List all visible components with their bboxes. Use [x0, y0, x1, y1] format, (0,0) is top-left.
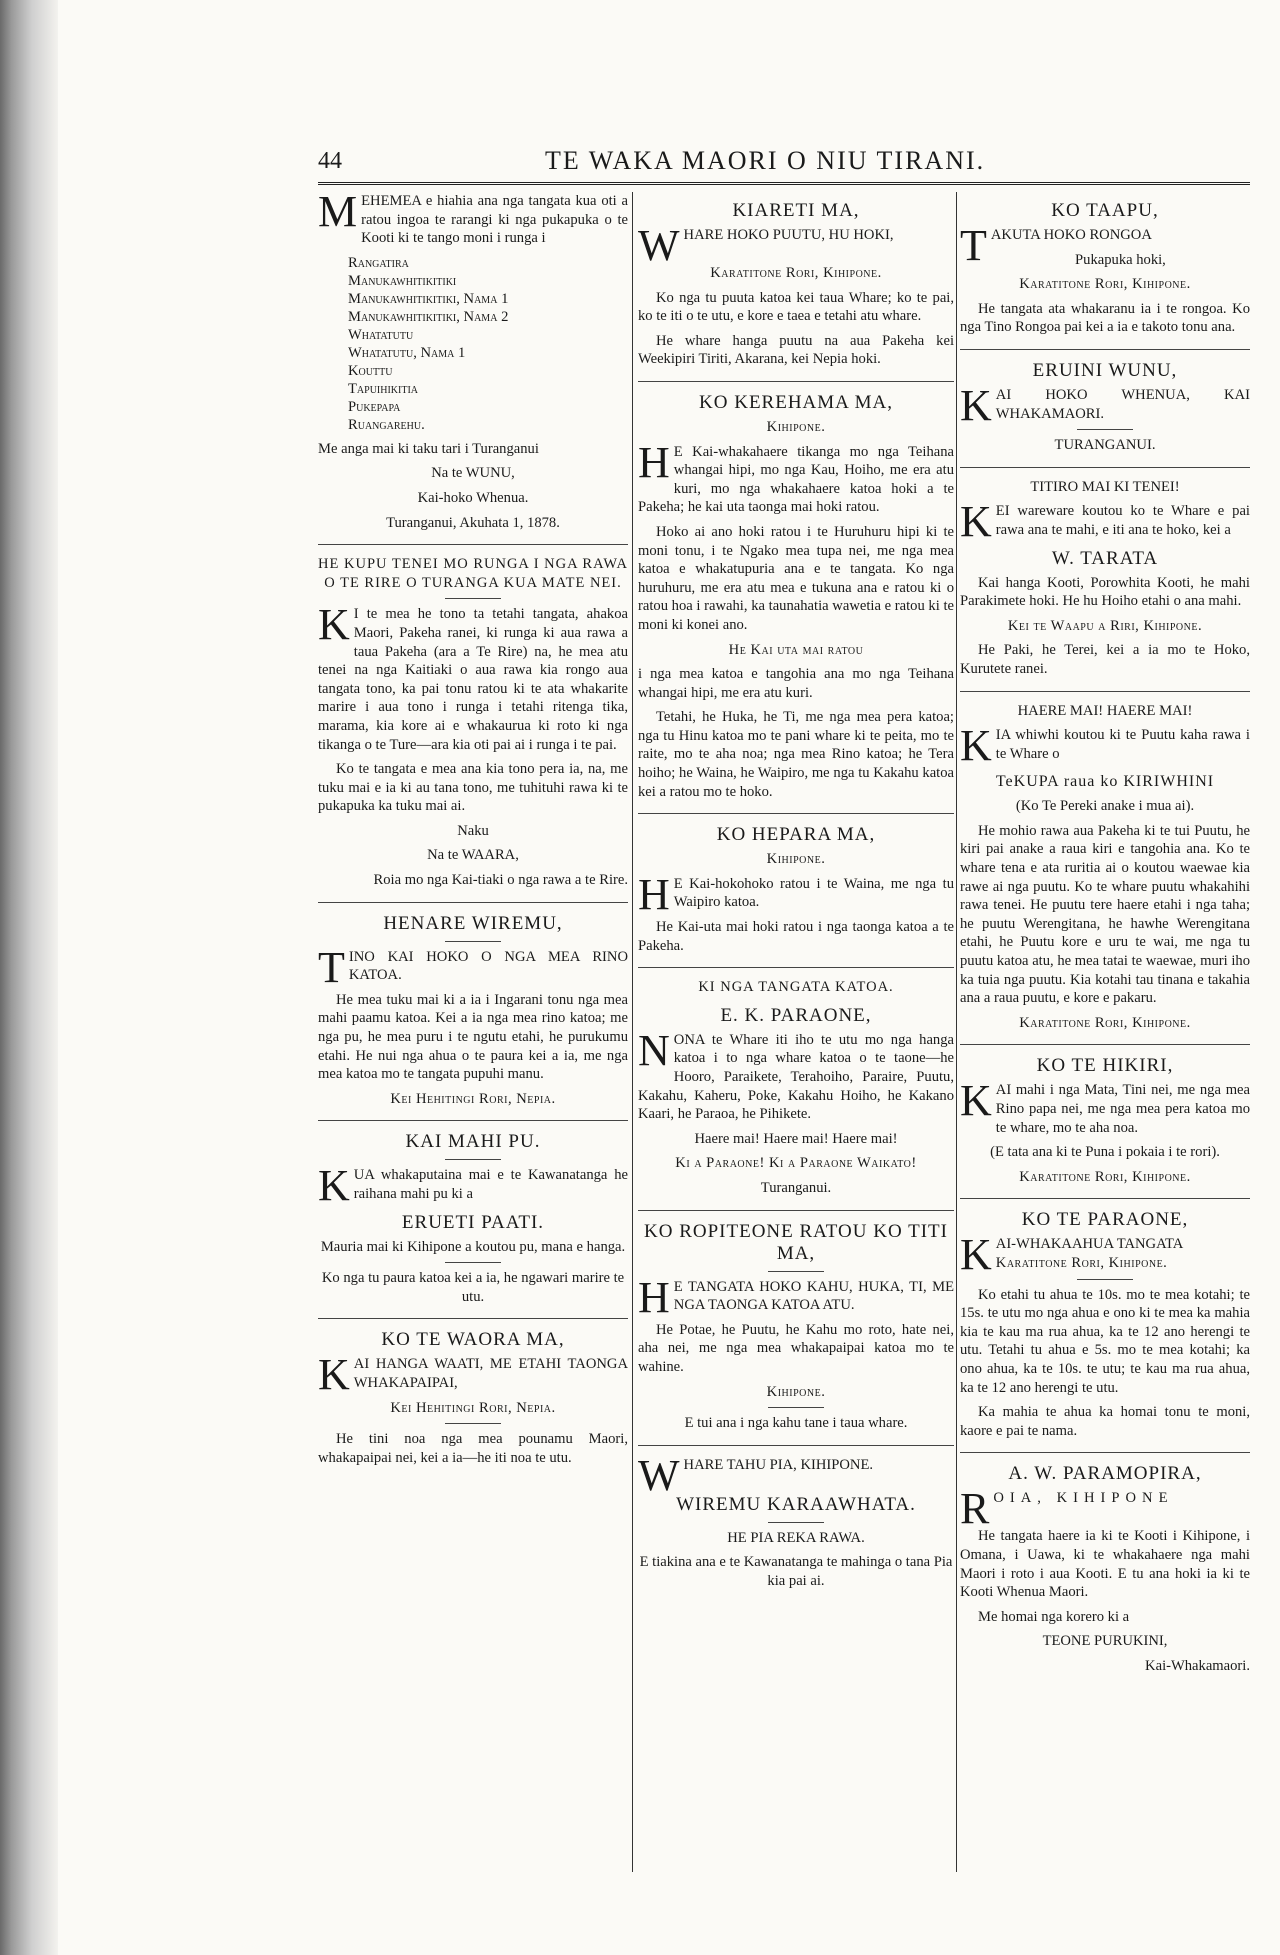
paragraph: (E tata ana ki te Puna i pokaia i te rori).	[990, 1144, 1220, 1161]
address: Kei Hehitingi Rori, Nepia.	[390, 1399, 556, 1416]
ad-paraone	[638, 978, 954, 1197]
paragraph: IA whiwhi koutou ki te Puutu kaha rawa i te Whare o	[995, 727, 1250, 762]
paragraph: Ko etahi tu ahua te 10s. mo te mea kotahi; te 15s. te utu mo nga ahua e ono ki te mea ka mahia kia te kau ma rua ahua, ka te 12 ano herengi te utu. Tetahi tu ahua e 5s. mo te mea kotahi; ka ono ahua, ka te 10s. te utu; te kau ma rua ahua, ka te 12 ano herengi te utu.	[960, 1286, 1250, 1396]
address: Karatitone Rori, Kihipone.	[1019, 1168, 1191, 1185]
advertiser-name: KO TE HIKIRI,	[1036, 1055, 1174, 1077]
paragraph: Ko nga tu paura katoa kei a ia, he ngawari marire te utu.	[321, 1270, 625, 1305]
list-item: Kouttu	[348, 362, 393, 379]
signature-title: Kai-Whakamaori.	[1145, 1657, 1250, 1674]
subtitle: AI-WHAKAAHUA TANGATA	[995, 1236, 1184, 1253]
signature: TEONE PURUKINI,	[1042, 1633, 1168, 1650]
section-title: KAI MAHI PU.	[405, 1131, 541, 1153]
ad-taapu	[960, 200, 1250, 337]
ad-mehemea	[318, 187, 628, 532]
advertiser-name: WIREMU KARAAWHATA.	[676, 1493, 916, 1515]
list-item: Ruangarehu.	[348, 416, 425, 433]
place: Turanganui.	[760, 1179, 832, 1196]
advertiser-name: KIARETI MA,	[732, 200, 860, 221]
address: Karatitone Rori, Kihipone.	[995, 1254, 1168, 1271]
advertiser-name: KO KEREHAMA MA,	[699, 391, 893, 413]
dropcap: K	[960, 721, 992, 771]
divider	[445, 1262, 501, 1263]
address: Karatitone Rori, Kihipone.	[1019, 276, 1191, 293]
divider	[960, 691, 1250, 692]
section-title: KI NGA TANGATA KATOA.	[698, 979, 894, 996]
column-3	[960, 192, 1250, 1681]
paragraph: E tiakina ana e te Kawanatanga te mahinga o tana Pia kia pai ai.	[639, 1554, 953, 1589]
divider	[638, 967, 954, 968]
paragraph: He mohio rawa aua Pakeha ki te tui Puutu, he kiri pai anake a raua kiri e tangohia ana. Ko te whare tena e ata ruritia ai o koutou waewae kia rawe ai nga puutu. Ko te whare puutu whakahihi rawa tenei. He puutu tere haere etahi i nga taha; he puutu Werengitana, he hawhe Werengitana etahi, he Puutu kore e uru te wai, me nga tu puutu katoa atu, he mea tatai te waewae, muri iho ka tuia nga puutu. Kia kotahi tau tinana e takahia ana a raua puutu, e kore e pakaru.	[960, 822, 1250, 1007]
signature: Na te WUNU,	[431, 465, 515, 482]
paragraph: UA whakaputaina mai e te Kawanatanga he raihana mahi pu ki a	[353, 1167, 628, 1202]
notice-text: EHEMEA e hiahia ana nga tangata kua oti a ratou ingoa te rarangi ki nga pukapuka o te Kooti ki te tango moni i runga i	[361, 193, 628, 247]
divider	[768, 1522, 824, 1523]
dropcap: K	[318, 600, 350, 650]
paragraph: He tangata ata whakaranu ia i te rongoa. Ko nga Tino Rongoa pai kei a ia e takoto tonu ana.	[960, 300, 1250, 336]
ad-waora	[318, 1329, 628, 1467]
dropcap: R	[960, 1484, 990, 1534]
ad-tahupia	[638, 1450, 954, 1591]
section-title: HAERE MAI! HAERE MAI!	[1017, 702, 1193, 719]
divider	[318, 1318, 628, 1319]
paragraph: E Kai-hokohoko ratou i te Waina, me nga tu Waipiro katoa.	[673, 875, 954, 911]
advertiser-name: A. W. PARAMOPIRA,	[1008, 1463, 1202, 1485]
paragraph: E Kai-whakahaere tikanga mo nga Teihana whangai hipi, mo nga Kau, Hoiho, me era atu kuri, mo nga whakahaere katoa hoki a te Pakeha; he kai uta taonga mai hoki ratou.	[638, 443, 954, 516]
ad-hikiri	[960, 1055, 1250, 1186]
dateline: Turanganui, Akuhata 1, 1878.	[386, 514, 560, 531]
slogan: Ki a Paraone! Ki a Paraone Waikato!	[675, 1155, 917, 1172]
advertiser-name: KO TE WAORA MA,	[381, 1329, 565, 1351]
column-rule-1	[632, 192, 633, 1872]
place: Kihipone.	[766, 851, 826, 868]
divider	[768, 1271, 824, 1272]
advertiser-name: HENARE WIREMU,	[383, 912, 563, 934]
ad-kupu	[318, 555, 628, 890]
divider	[638, 813, 954, 814]
signature: Naku	[457, 822, 489, 839]
place: TURANGANUI.	[1054, 437, 1156, 454]
paragraph: Ko nga tu puuta katoa kei taua Whare; ko te pai, ko te iti o te utu, e kore e taea e tetahi atu whare.	[638, 289, 954, 325]
page-margin-shadow	[0, 0, 58, 1955]
place: Kihipone.	[766, 418, 826, 435]
paragraph: Mauria mai ki Kihipone a koutou pu, mana e hanga.	[320, 1238, 626, 1255]
subtitle: INO KAI HOKO O NGA MEA RINO KATOA.	[348, 948, 628, 984]
ad-henare	[318, 913, 628, 1109]
list-item: Manukawhitikitiki, Nama 1	[348, 290, 509, 307]
subtitle: Pukapuka hoki,	[1075, 251, 1166, 268]
address: Kei te Waapu a Riri, Kihipone.	[1007, 617, 1203, 634]
subtitle: E TANGATA HOKO KAHU, HUKA, TI, ME NGA TAONGA KATOA ATU.	[673, 1278, 954, 1314]
page-number: 44	[318, 148, 342, 174]
list-item: Whatatutu, Nama 1	[348, 344, 466, 361]
subtitle: OIA, KIHIPONE	[993, 1490, 1174, 1507]
list-item: Pukepapa	[348, 398, 401, 415]
divider	[1077, 1279, 1133, 1280]
paragraph: He Kai-uta mai hoki ratou i nga taonga katoa a te Pakeha.	[638, 919, 954, 954]
ad-ropiteone	[638, 1221, 954, 1433]
list-item: Tapuihikitia	[348, 380, 419, 397]
paragraph: I te mea he tono ta tetahi tangata, ahakoa Maori, Pakeha ranei, ki runga ki aua rawa a taua Pakeha (ara a Te Rire) na, he mea atu tenei na nga Kaitiaki o aua rawa kia rongo aua tangata tono, ka pai tonu ratou ki te ata whakarite marire i aua tono i runga i tetahi ritenga tika, marama, kia kore ai e whakaurua ki roto ki nga tikanga o te Ture—ara kia oti pai ai i runga i te pai.	[318, 606, 628, 753]
paragraph: (Ko Te Pereki anake i mua ai).	[1015, 798, 1195, 815]
ad-hepara	[638, 824, 954, 955]
paragraph: E tui ana i nga kahu tane i taua whare.	[684, 1415, 908, 1432]
dropcap: K	[318, 1161, 350, 1211]
subtitle: AI HANGA WAATI, ME ETAHI TAONGA WHAKAPAIPAI,	[353, 1356, 628, 1391]
dropcap: H	[638, 437, 670, 487]
paragraph: AI mahi i nga Mata, Tini nei, me nga mea Rino papa nei, me nga mea pera katoa mo te whare, mo te aha noa.	[995, 1082, 1250, 1136]
paragraph: Haere mai! Haere mai! Haere mai!	[694, 1130, 898, 1147]
advertiser-name: W. TARATA	[1051, 547, 1159, 569]
advertiser-name: KO TAAPU,	[1051, 200, 1159, 221]
divider	[768, 1407, 824, 1408]
ad-paramopira	[960, 1463, 1250, 1675]
subtitle: AI HOKO WHENUA, KAI WHAKAMAORI.	[995, 386, 1250, 422]
advertiser-name: KO HEPARA MA,	[716, 824, 876, 846]
signature-title: Roia mo nga Kai-tiaki o nga rawa a te Rire.	[373, 872, 628, 889]
dropcap: N	[638, 1025, 670, 1075]
dropcap: K	[960, 497, 992, 547]
ad-kiareti	[638, 200, 954, 369]
paragraph: Kai hanga Kooti, Porowhita Kooti, he mahi Parakimete hoki. He hu Hoiho etahi o ana mahi.	[960, 574, 1250, 610]
column-1	[318, 187, 628, 1473]
divider	[445, 1159, 501, 1160]
paragraph: Me homai nga korero ki a	[978, 1608, 1130, 1625]
subtitle: HARE TAHU PIA, KIHIPONE.	[683, 1456, 874, 1473]
paragraph: He Paki, he Terei, kei a ia mo te Hoko, Kurutete ranei.	[960, 642, 1250, 677]
subheading: He Kai uta mai ratou	[728, 641, 864, 658]
advertiser-name: ERUINI WUNU,	[1032, 359, 1178, 381]
column-2	[638, 192, 954, 1597]
divider	[1077, 429, 1133, 430]
divider	[960, 1452, 1250, 1453]
paragraph: He whare hanga puutu na aua Pakeha kei Weekipiri Tiriti, Akarana, kei Nepia hoki.	[638, 332, 954, 368]
dropcap: T	[318, 942, 345, 992]
signature-title: Kai-hoko Whenua.	[417, 489, 529, 506]
header-rule	[318, 182, 1250, 185]
dropcap: H	[638, 869, 670, 919]
divider	[960, 349, 1250, 350]
paragraph: He Potae, he Puutu, he Kahu mo roto, hate nei, aha nei, me nga mea whakapaipai katoa mo te wahine.	[638, 1321, 954, 1375]
paragraph: i nga mea katoa e tangohia ana mo nga Teihana whangai hipi, me era atu kuri.	[638, 666, 954, 701]
divider	[445, 598, 501, 599]
divider	[638, 381, 954, 382]
ad-tarata	[960, 478, 1250, 679]
ad-kerehama	[638, 392, 954, 801]
list-item: Manukawhitikitiki, Nama 2	[348, 308, 509, 325]
divider	[445, 1423, 501, 1424]
subtitle: HARE HOKO PUUTU, HU HOKI,	[683, 227, 894, 243]
list-item: Whatatutu	[348, 326, 414, 343]
dropcap: K	[960, 1230, 992, 1280]
divider	[960, 1198, 1250, 1199]
dropcap: T	[960, 221, 987, 270]
dropcap: K	[960, 380, 992, 430]
column-rule-2	[956, 192, 957, 1872]
divider	[638, 1210, 954, 1211]
paragraph: Tetahi, he Huka, he Ti, me nga mea pera katoa; nga tu Hinu katoa mo te pani whare ki te peita, mo te raite, mo te aha noa; nga mea Rino katoa; he Tera hoiho; he Waina, he Waipiro, me nga tu Kakahu katoa kei a ratou mo te hoko.	[638, 709, 954, 800]
divider	[445, 941, 501, 942]
ad-wunu	[960, 360, 1250, 455]
section-title: TITIRO MAI KI TENEI!	[1030, 478, 1180, 495]
divider	[638, 1445, 954, 1446]
tagline: HE PIA REKA RAWA.	[727, 1529, 865, 1546]
list-item: Rangatira	[348, 254, 409, 271]
ad-mahipu	[318, 1131, 628, 1306]
dropcap: H	[638, 1272, 670, 1322]
paragraph: Ka mahia te ahua ka homai tonu te moni, kaore e pai te nama.	[960, 1404, 1250, 1439]
advertiser-name: E. K. PARAONE,	[720, 1004, 872, 1026]
signature: Na te WAARA,	[427, 847, 519, 864]
divider	[960, 467, 1250, 468]
address: Karatitone Rori, Kihipone.	[710, 265, 882, 281]
paragraph: EI wareware koutou ko te Whare e pai rawa ana te mahi, e iti ana te hoko, kei a	[995, 503, 1250, 538]
divider	[960, 1044, 1250, 1045]
divider	[318, 902, 628, 903]
advertiser-name: TeKUPA raua ko KIRIWHINI	[995, 773, 1215, 791]
block-names-list	[348, 254, 628, 434]
address: Kei Hehitingi Rori, Nepia.	[390, 1090, 556, 1107]
list-item: Manukawhitikitiki	[348, 272, 457, 289]
paragraph: He tini noa nga mea pounamu Maori, whakapaipai nei, kei a ia—he iti noa te utu.	[318, 1431, 628, 1466]
divider	[318, 544, 628, 545]
dropcap: W	[638, 1450, 680, 1500]
advertiser-name: ERUETI PAATI.	[401, 1211, 545, 1233]
place: Kihipone.	[766, 1383, 826, 1400]
ad-te-paraone	[960, 1209, 1250, 1440]
paragraph: ONA te Whare iti iho te utu mo nga hanga katoa i to nga whare katoa o te taone—he Hooro, Paraikete, Terahoiho, Paraire, Puutu, Kakahu, Kaheru, Poke, Kakahu Hoiho, he Kakano Kaari, he Paraoa, he Pihikete.	[638, 1031, 954, 1123]
subtitle: AKUTA HOKO RONGOA	[990, 227, 1152, 243]
dropcap: M	[318, 187, 358, 236]
paragraph: He tangata haere ia ki te Kooti i Kihipone, i Omana, i Uawa, ki te whakahaere nga mahi Maori i roto i aua Kooti. E tu ana hoki ia ki te Kooti Whenua Maori.	[960, 1528, 1250, 1601]
dropcap: K	[318, 1350, 350, 1400]
paragraph: Ko te tangata e mea ana kia tono pera ia, na, me tuku mai e ia ki au tana tono, me tuhituhi rawa ki te pukapuka ka tuku mai ai.	[318, 761, 628, 815]
address: Karatitone Rori, Kihipone.	[1019, 1014, 1191, 1031]
paragraph: He mea tuku mai ki a ia i Ingarani tonu nga mea mahi paamu katoa. Kei a ia nga mea rino katoa; me nga pu, he mea puru i te ngutu etahi, he purukumu etahi. He nui nga ahua o te paura kei a ia, me nga mea katoa mo te tangata pupuhi manu.	[318, 991, 628, 1083]
dropcap: K	[960, 1076, 992, 1126]
section-title: HE KUPU TENEI MO RUNGA I NGA RAWA O TE RIRE O TURANGA KUA MATE NEI.	[318, 556, 628, 591]
paragraph: Hoko ai ano hoki ratou i te Huruhuru hipi ki te moni tonu, i te Ngako mea tupa nei, me nga mea katoa e whakatupuria ana e te tangata. Ko nga huruhuru, me era atu mea e tukuna ana e ratou ki o ratou hoa i rawahi, ka taunahatia wawetia e ratou ki te moni ki konei ano.	[638, 523, 954, 633]
divider	[318, 1120, 628, 1121]
running-title: TE WAKA MAORI O NIU TIRANI.	[545, 146, 986, 175]
ad-kiriwhini	[960, 702, 1250, 1033]
advertiser-name: KO ROPITEONE RATOU KO TITI MA,	[644, 1220, 948, 1264]
notice-closing: Me anga mai ki taku tari i Turanganui	[318, 440, 539, 457]
dropcap: W	[638, 221, 680, 270]
advertiser-name: KO TE PARAONE,	[1021, 1209, 1189, 1231]
